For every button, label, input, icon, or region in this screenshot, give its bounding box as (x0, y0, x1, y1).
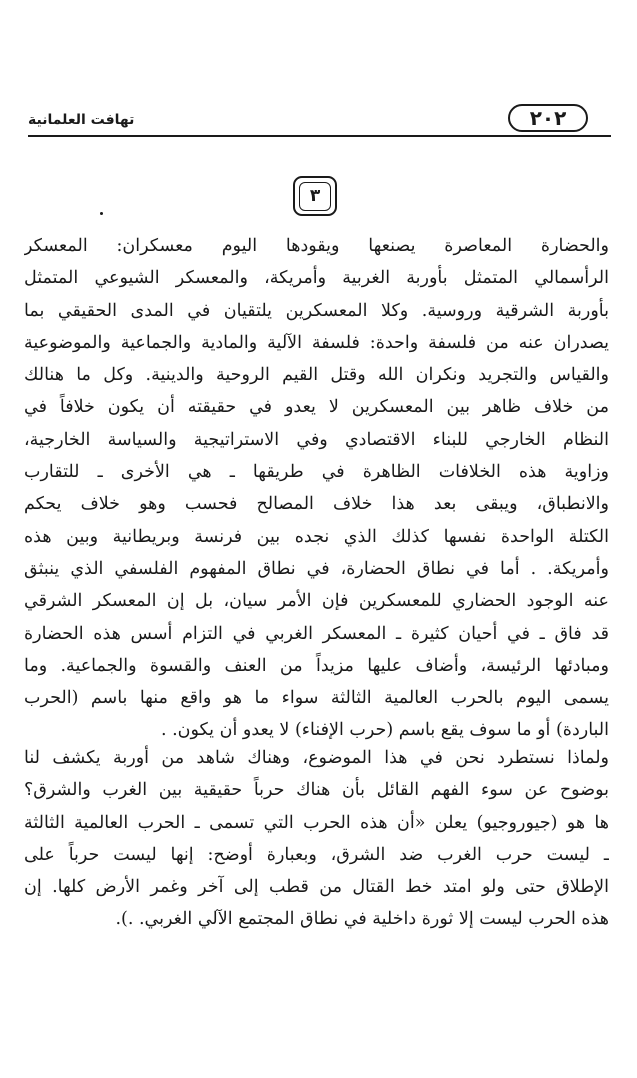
text-line: ها هو (جيوروجيو) يعلن «أن هذه الحرب التي تسمى ـ الحرب العالمية الثالثة (24, 812, 609, 833)
text-line: الكتلة الواحدة نفسها كذلك الذي نجده بين فرنسة وبريطانية وبين هذه (24, 526, 609, 547)
paragraph-2 (24, 742, 609, 936)
section-number-frame (293, 176, 337, 216)
text-line: ـ ليست حرب الغرب ضد الشرق، وبعبارة أوضح: إنها ليست حرباً على (24, 844, 609, 865)
text-line: يسمى اليوم بالحرب العالمية الثالثة سواء ما هو واقع منها باسم (الحرب (24, 688, 609, 709)
text-line: بوضوح عن سوء الفهم القائل بأن هناك حرباً حقيقية بين الغرب والشرق؟ (24, 780, 609, 801)
text-line: يصدران عنه من فلسفة واحدة: فلسفة الآلية والمادية والجماعية والموضوعية (24, 332, 609, 353)
text-line: الرأسمالي المتمثل بأوربة الغربية وأمريكة، والمعسكر الشيوعي المتمثل (24, 268, 609, 289)
text-line: ومبادئها الرئيسة، وأضاف عليها مزيداً من العنف والقسوة والجماعية. وما (24, 655, 609, 676)
text-line: والحضارة المعاصرة يصنعها ويقودها اليوم معسكران: المعسكر (24, 236, 609, 256)
text-line: بأوربة الشرقية وروسية. وكلا المعسكرين يلتقيان في المدى الحقيقي بما (24, 300, 609, 321)
text-line: وزاوية هذه الخلافات الظاهرة في طريقها ـ هي الأخرى ـ للتقارب (24, 462, 609, 483)
section-number: ٣ (299, 182, 331, 211)
text-line: الباردة) أو ما سوف يقع باسم (حرب الإفناء) لا يعدو أن يكون. . (160, 720, 609, 741)
text-line: عنه الوجود الحضاري للمعسكرين فإن الأمر سيان، بل إن المعسكر الشرقي (24, 591, 609, 612)
text-line: والقياس والتجريد ونكران الله وقتل القيم الروحية والدينية. وكل ما هنالك (24, 365, 609, 386)
text-line: ولماذا نستطرد نحن في هذا الموضوع، وهناك شاهد من أوربة يكشف لنا (24, 748, 609, 768)
text-line: الإطلاق حتى ولو امتد خط القتال من قطب إلى آخر وغمر الأرض كلها. إن (24, 877, 609, 898)
header-rule (28, 135, 611, 137)
text-line: قد فاق ـ في أحيان كثيرة ـ المعسكر الغربي في التزام أسس هذه الحضارة (24, 623, 609, 644)
text-line: النظام الخارجي للبناء الاقتصادي وفي الاستراتيجية والسياسة الخارجية، (24, 429, 609, 450)
page-number-text: ٢٠٢ (529, 106, 567, 130)
text-line: من خلاف ظاهر بين المعسكرين لا يعدو في حقيقته أن يكون خلافاً في (24, 397, 609, 418)
paragraph-1 (24, 230, 609, 747)
page-number (508, 104, 588, 132)
text-line: وأمريكة. . أما في نطاق الحضارة، في نطاق المفهوم الفلسفي الذي ينبثق (24, 558, 609, 579)
page-header (28, 98, 611, 138)
ink-dot (100, 212, 103, 215)
text-line: والانطباق، ويبقى بعد هذا خلاف المصالح فحسب وهو خلاف يحكم (24, 494, 609, 515)
running-title: تهافت العلمانية (28, 112, 135, 128)
text-line: هذه الحرب ليست إلا ثورة داخلية في نطاق المجتمع الآلي الغربي. .). (115, 909, 609, 930)
